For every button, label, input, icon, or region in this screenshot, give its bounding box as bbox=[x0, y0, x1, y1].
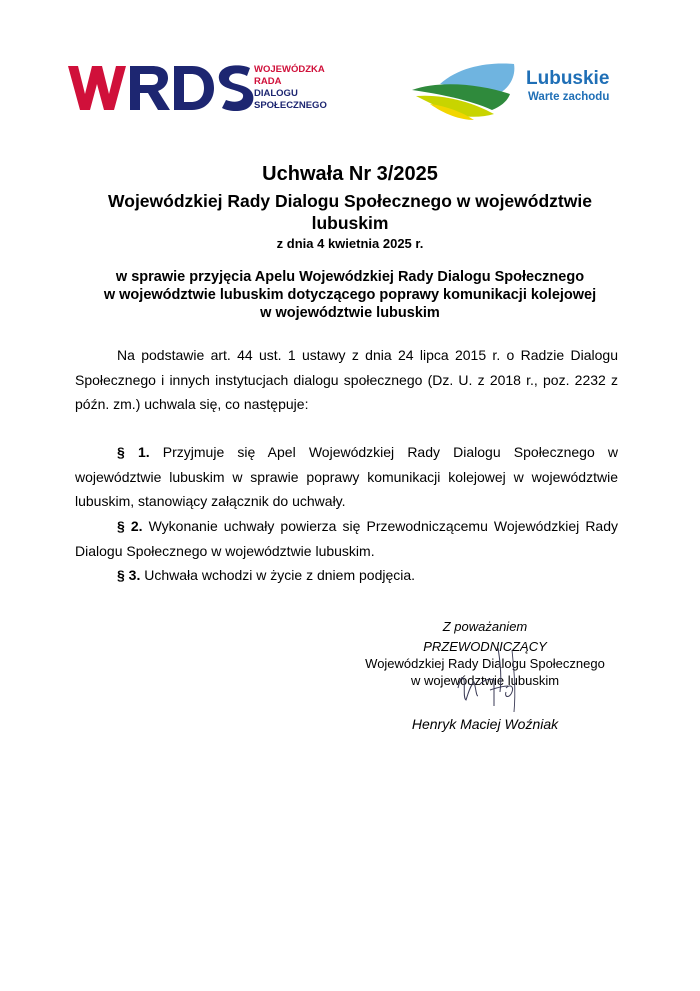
handwritten-signature bbox=[450, 640, 530, 720]
paragraph-2 bbox=[75, 514, 618, 563]
wrds-logo bbox=[64, 60, 334, 116]
wrds-logo-line: RADA bbox=[254, 76, 282, 87]
lubuskie-logo-tagline: Warte zachodu bbox=[528, 91, 610, 103]
signature-org-line: w województwie lubuskim bbox=[410, 673, 560, 688]
lubuskie-logo-icon bbox=[410, 60, 520, 122]
paragraph-text: Wykonanie uchwały powierza się Przewodniczącemu Wojewódzkiej Rady Dialogu Społecznego w województwie lubuskim. bbox=[75, 518, 618, 559]
wrds-logo-line: DIALOGU bbox=[254, 88, 298, 99]
paragraph-3 bbox=[75, 563, 618, 588]
intro-paragraph: Na podstawie art. 44 ust. 1 ustawy z dnia 24 lipca 2015 r. o Radzie Dialogu Społecznego i innych instytucjach dialogu społecznego (Dz. U. z 2018 r., poz. 2232 z późn. zm.) uchwala się, co następuje: bbox=[75, 347, 618, 412]
signature-org-line: Wojewódzkiej Rady Dialogu Społecznego bbox=[365, 656, 605, 671]
lubuskie-logo-text bbox=[526, 68, 609, 104]
signature-closing: Z poważaniem bbox=[442, 619, 528, 634]
resolution-subject bbox=[60, 268, 640, 322]
subject-line: w województwie lubuskim dotyczącego poprawy komunikacji kolejowej bbox=[103, 287, 597, 303]
paragraph-number: § 3. bbox=[117, 567, 141, 583]
resolution-subtitle: Wojewódzkiej Rady Dialogu Społecznego w województwie lubuskim bbox=[108, 191, 592, 233]
paragraph-number: § 2. bbox=[117, 518, 143, 534]
paragraph-number: § 1. bbox=[117, 444, 150, 460]
lubuskie-logo bbox=[410, 60, 630, 122]
title-block bbox=[40, 162, 660, 252]
wrds-logo-text bbox=[254, 64, 327, 112]
paragraph-text: Przyjmuje się Apel Wojewódzkiej Rady Dialogu Społecznego w województwie lubuskim w sprawie poprawy komunikacji kolejowej w województwie lubuskim, stanowiący załącznik do uchwały. bbox=[75, 444, 618, 509]
paragraph-1 bbox=[75, 440, 618, 514]
signature-role: PRZEWODNICZĄCY bbox=[423, 639, 547, 654]
subject-line: w sprawie przyjęcia Apelu Wojewódzkiej Rady Dialogu Społecznego bbox=[115, 269, 585, 285]
resolution-date: z dnia 4 kwietnia 2025 r. bbox=[276, 236, 424, 251]
wrds-logo-line: WOJEWÓDZKA bbox=[254, 64, 325, 75]
paragraph-text: Uchwała wchodzi w życie z dniem podjęcia. bbox=[144, 567, 416, 583]
signatory-name: Henryk Maciej Woźniak bbox=[411, 716, 559, 732]
lubuskie-logo-name: Lubuskie bbox=[526, 68, 610, 89]
subject-line: w województwie lubuskim bbox=[260, 305, 440, 321]
resolution-title: Uchwała Nr 3/2025 bbox=[262, 163, 438, 185]
wrds-logo-line: SPOŁECZNEGO bbox=[254, 100, 327, 111]
